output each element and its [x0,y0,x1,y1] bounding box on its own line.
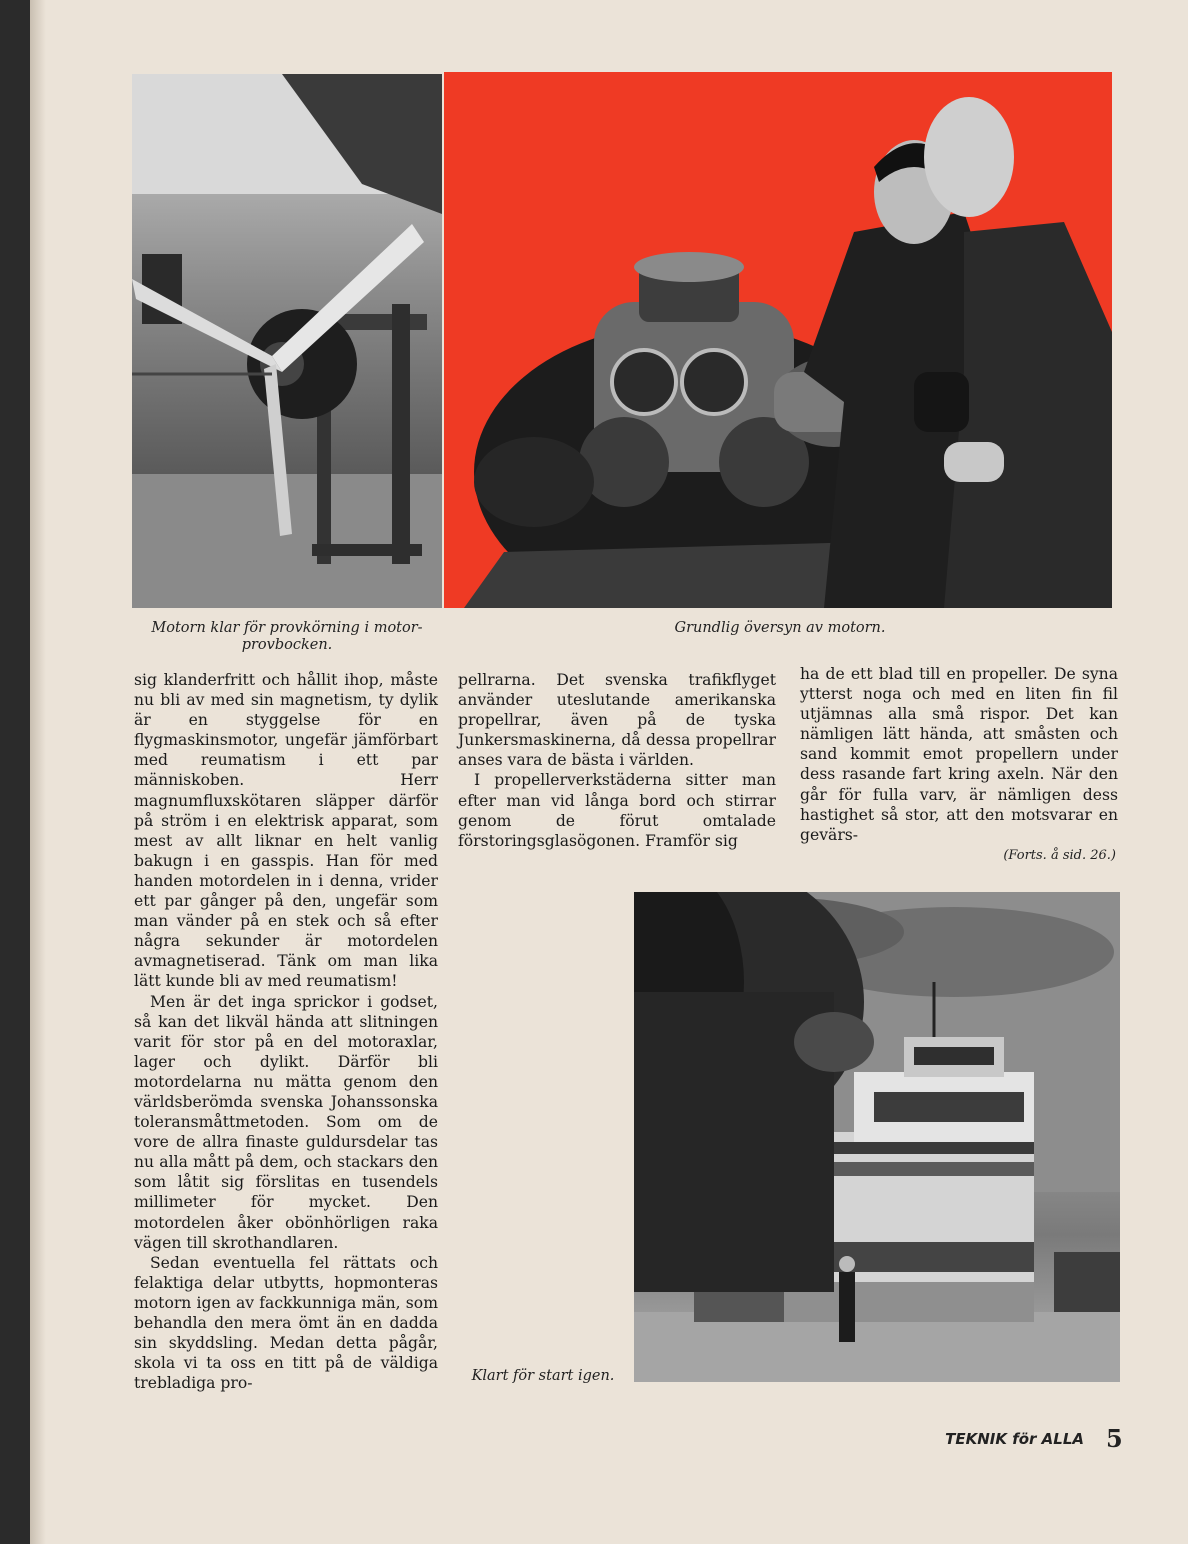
page-gutter [30,0,46,1544]
continuation-note: (Forts. å sid. 26.) [1003,848,1116,863]
paragraph: pellrarna. Det svenska trafikflyget använder uteslutande amerikanska propellrar, även på de tyska Junkersmaskinerna, då dessa propellrar anses vara de bästa i världen. [458,671,776,770]
article-column-1 [134,670,438,1393]
paragraph: I propellerverkstäderna sitter man efter man vid långa bord och stirrar genom de förut omtalade förstoringsglasögonen. Framför sig [458,771,776,850]
paragraph: Men är det inga sprickor i godset, så kan det likväl hända att slitningen varit för stor på en del motoraxlar, lager och dylikt. Därför bli motordelarna nu mätta genom den världsberömda svenska Johanssonska toleransmåttmetoden. Som om de vore de allra finaste guldursdelar tas nu alla mått på dem, och stackars den som låtit sig förslitas en tusendels millimeter för mycket. Den motordelen åker obönhörligen raka vägen till skrothandlaren. [134,992,438,1252]
caption-test-stand: Motorn klar för provkörning i motor-provbocken. [151,620,423,653]
photo-airport-tower [634,892,1120,1382]
caption-overhaul: Grundlig översyn av motorn. [674,620,886,636]
photo-engine-test-stand [132,74,442,608]
magazine-page [30,0,1188,1544]
page-number: 5 [1106,1424,1123,1453]
paragraph: sig klanderfritt och hållit ihop, måste nu bli av med sin magnetism, ty dylik är en styggelse för en flygmaskinsmotor, ungefär jämförbart med reumatism i ett par människoben. Herr magnumfluxskötaren släpper därför på ström i en elektrisk apparat, som mest av allt liknar en helt vanlig bakugn i en gasspis. Han för med handen motordelen in i denna, vrider ett par gånger på den, ungefär som man vänder på en stek och så efter några sekunder är motordelen avmagnetiserad. Tänk om man lika lätt kunde bli av med reumatism! [134,671,438,991]
article-column-2 [458,670,776,851]
magazine-title: TEKNIK för ALLA [945,1430,1084,1448]
caption-ready: Klart för start igen. [471,1368,615,1384]
paragraph: ha de ett blad till en propeller. De syna ytterst noga och med en liten fin fil utjämnas alla små rispor. Det kan nämligen lätt hända, att småsten och sand kommit emot propellern under dess rasande fart kring axeln. När den går för fulla varv, är nämligen dess hastighet så stor, att den motsvarar en gevärs- [800,665,1118,844]
photo-engine-overhaul [444,72,1112,608]
paragraph: Sedan eventuella fel rättats och felaktiga delar utbytts, hopmonteras motorn igen av fackkunniga män, som behandla den mera ömt än en dadda sin skyddsling. Medan detta pågår, skola vi ta oss en titt på de väldiga trebladiga pro- [134,1253,438,1393]
article-column-3 [800,664,1118,845]
